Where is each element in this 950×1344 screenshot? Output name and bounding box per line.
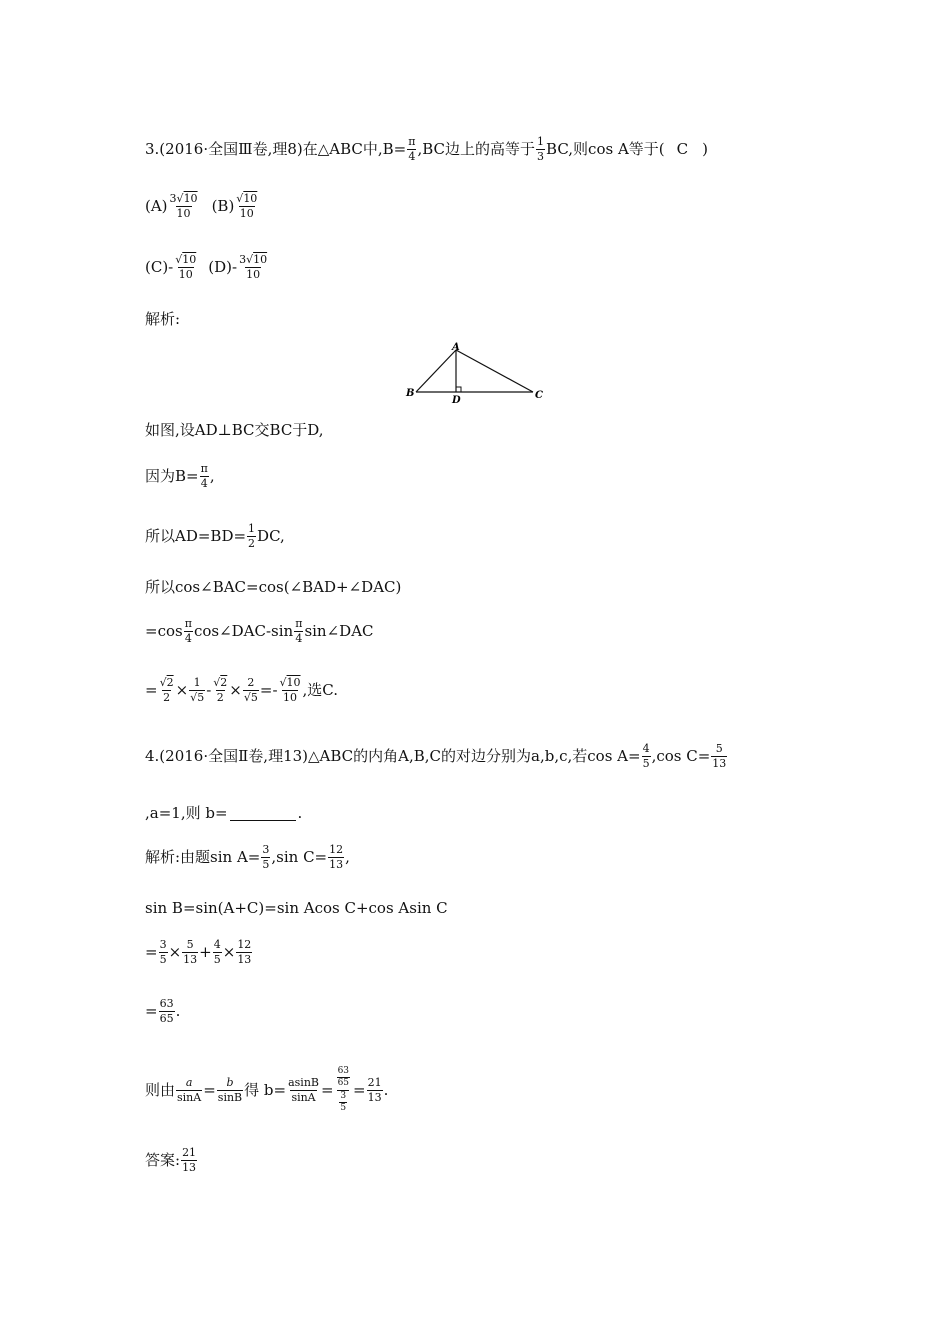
q4-sol-line2: sin B=sin(A+C)=sin Acos C+cos Asin C: [145, 899, 448, 917]
option-d-value: $\frac{3√10}{10}$: [239, 253, 268, 281]
frac-sqrt10-10: $\frac{√10}{10}$: [279, 676, 301, 704]
q4-sol-line3: = $\frac{3}{5}$ × $\frac{5}{13}$ + $\frac{4}{5}$ × $\frac{12}{13}$: [145, 938, 252, 966]
frac-compound: $\frac{\frac{63}{65}}{\frac{3}{5}}$: [337, 1066, 350, 1114]
option-c-label: (C)-: [145, 257, 174, 276]
option-a-label: (A): [145, 196, 168, 215]
frac-a-sinA: $\frac{a}{\sin A}$: [177, 1076, 202, 1104]
side-ac: [456, 350, 533, 392]
frac-2-sqrt5: $\frac{2}{√5}$: [243, 676, 258, 704]
q4-sol-line4: = $\frac{63}{65}$ .: [145, 997, 181, 1025]
q3-sol-line6: = $\frac{√2}{2}$ × $\frac{1}{√5}$ - $\frac{√2}{2}$ × $\frac{2}{√5}$ =- $\frac{√10}{10}$ ,选C.: [145, 676, 339, 704]
frac-12-13: $\frac{12}{13}$: [329, 843, 344, 871]
frac-3-5: $\frac{3}{5}$: [262, 843, 270, 871]
frac-sqrt2-2: $\frac{√2}{2}$: [159, 676, 174, 704]
answer-blank: [230, 807, 296, 821]
q3-answer: C: [676, 139, 689, 158]
option-d-label: (D)-: [208, 257, 238, 276]
q4-stem: 4.(2016·全国Ⅱ卷,理13)△ABC的内角A,B,C的对边分别为a,b,c,若cos A= $\frac{4}{5}$ ,cos C= $\frac{5}{13}$: [145, 742, 727, 770]
option-a-value: $\frac{3√10}{10}$: [169, 192, 198, 220]
vertex-d-label: D: [452, 395, 461, 405]
q3-options-cd: [145, 254, 269, 280]
frac-21-13: $\frac{21}{13}$: [367, 1076, 382, 1104]
frac-1-2: $\frac{1}{2}$: [248, 522, 256, 550]
vertex-a-label: A: [452, 342, 460, 353]
q3-sol-line2: 因为B= $\frac{\pi}{4}$ ,: [145, 462, 215, 490]
q3-frac-1-3: $\frac{1}{3}$: [537, 135, 545, 163]
frac-12-13: $\frac{12}{13}$: [237, 938, 252, 966]
option-c-value: $\frac{√10}{10}$: [175, 253, 197, 281]
frac-b-sinB: $\frac{b}{\sin B}$: [217, 1076, 243, 1104]
q4-sol-line5: 则由 $\frac{a}{\sin A}$ = $\frac{b}{\sin B}$ 得 b= $\frac{asinB}{\sin A}$ = $\frac{\frac{63}{65}}{\frac{3}{5}}$ = $\frac{21}{13}$ .: [145, 1066, 389, 1114]
q3-options-ab: [145, 193, 259, 219]
q3-sol-line5: =cos $\frac{\pi}{4}$ cos∠DAC-sin $\frac{\pi}{4}$ sin∠DAC: [145, 617, 374, 645]
frac-asinB-sinA: $\frac{asinB}{\sin A}$: [288, 1076, 319, 1104]
frac-pi-4: $\frac{\pi}{4}$: [295, 617, 303, 645]
q3-stem: [145, 136, 708, 162]
frac-3-5: $\frac{3}{5}$: [159, 938, 167, 966]
q4-answer: 答案: $\frac{21}{13}$: [145, 1146, 197, 1174]
frac-4-5: $\frac{4}{5}$: [642, 742, 650, 770]
frac-sqrt2-2: $\frac{√2}{2}$: [213, 676, 228, 704]
answer-frac-21-13: $\frac{21}{13}$: [182, 1146, 197, 1174]
triangle-figure: [400, 340, 550, 405]
frac-4-5: $\frac{4}{5}$: [213, 938, 221, 966]
frac-5-13: $\frac{5}{13}$: [712, 742, 727, 770]
q3-stem-b: ,BC边上的高等于: [417, 139, 536, 158]
q3-frac-pi-4: $\frac{\pi}{4}$: [408, 135, 416, 163]
q3-sol-line1: 如图,设AD⊥BC交BC于D,: [145, 421, 324, 439]
q3-stem-end: ): [702, 139, 708, 158]
q3-stem-a: 3.(2016·全国Ⅲ卷,理8)在△ABC中,B=: [145, 139, 407, 158]
vertex-c-label: C: [535, 390, 543, 401]
q3-solution-label: 解析:: [145, 310, 181, 328]
frac-pi-4: $\frac{\pi}{4}$: [200, 462, 208, 490]
q3-sol-line4: 所以cos∠BAC=cos(∠BAD+∠DAC): [145, 578, 402, 596]
frac-5-13: $\frac{5}{13}$: [183, 938, 198, 966]
q3-sol-line3: 所以AD=BD= $\frac{1}{2}$ DC,: [145, 522, 285, 550]
option-b-value: $\frac{√10}{10}$: [236, 192, 258, 220]
q3-stem-c: BC,则cos A等于(: [546, 139, 665, 158]
frac-63-65: $\frac{63}{65}$: [159, 997, 174, 1025]
frac-pi-4: $\frac{\pi}{4}$: [184, 617, 192, 645]
side-ab: [416, 350, 456, 392]
frac-1-sqrt5: $\frac{1}{√5}$: [190, 676, 205, 704]
vertex-b-label: B: [406, 388, 415, 399]
q4-stem-line2: ,a=1,则 b= .: [145, 804, 303, 822]
right-angle-mark: [456, 387, 461, 392]
q4-sol-line1: 解析:由题sin A= $\frac{3}{5}$ ,sin C= $\frac{12}{13}$ ,: [145, 843, 350, 871]
option-b-label: (B): [211, 196, 235, 215]
